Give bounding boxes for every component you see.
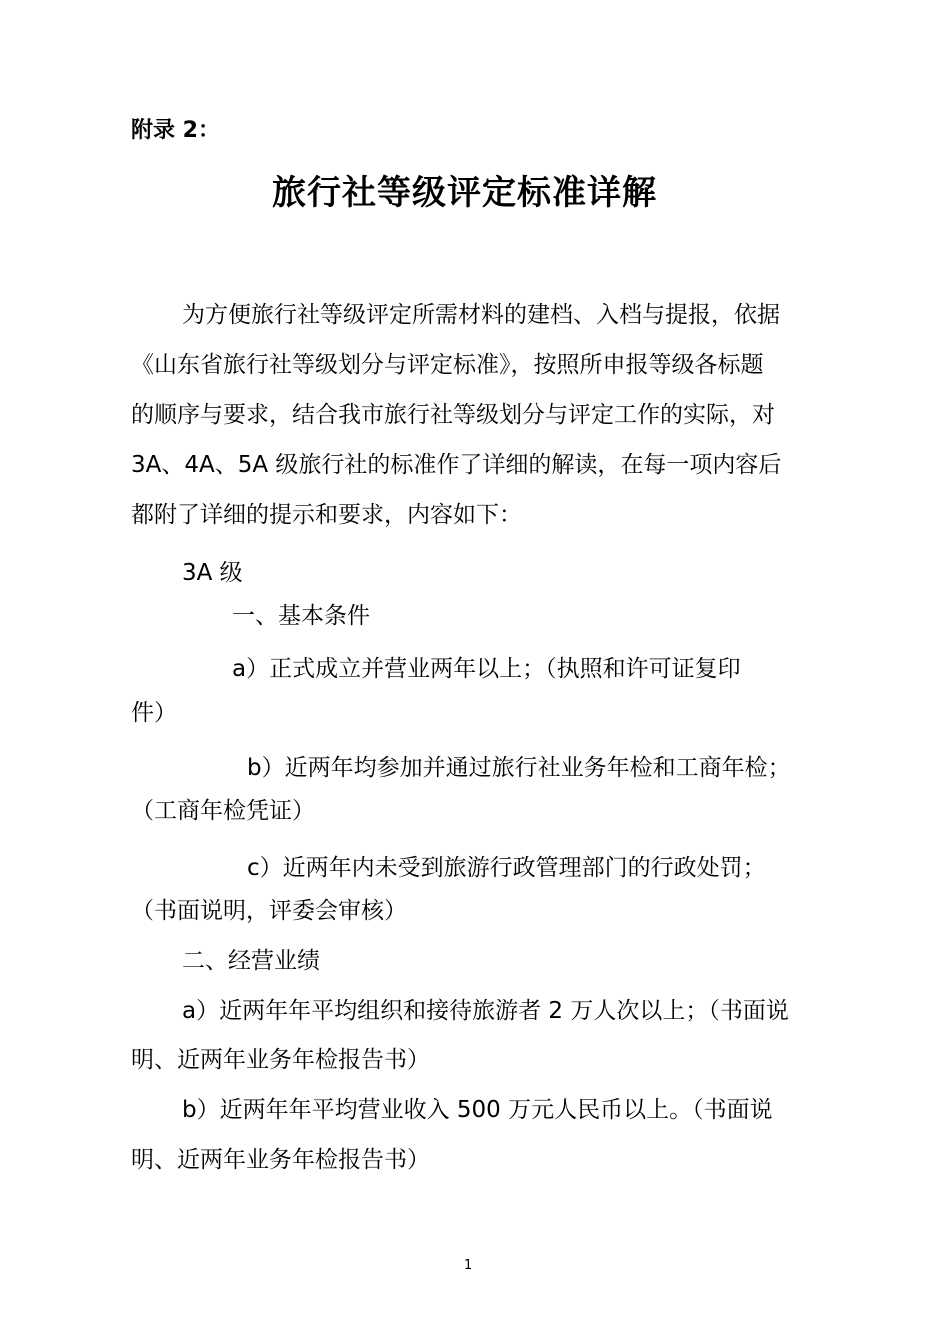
list-item-continuation: （书面说明，评委会审核）: [131, 898, 407, 924]
list-item-continuation: 明、近两年业务年检报告书）: [131, 1147, 430, 1173]
list-item-continuation: （工商年检凭证）: [131, 798, 315, 824]
intro-line: 的顺序与要求，结合我市旅行社等级划分与评定工作的实际，对: [131, 402, 775, 428]
appendix-label: 附录 2：: [131, 118, 220, 143]
list-item-continuation: 明、近两年业务年检报告书）: [131, 1047, 430, 1073]
intro-line: 都附了详细的提示和要求，内容如下：: [131, 502, 522, 528]
page-title: 旅行社等级评定标准详解: [272, 173, 657, 213]
section-heading: 一、基本条件: [232, 603, 370, 629]
intro-line: 为方便旅行社等级评定所需材料的建档、入档与提报，依据: [182, 302, 780, 328]
list-item: b）近两年年平均营业收入 500 万元人民币以上。（书面说: [182, 1097, 773, 1123]
level-heading: 3A 级: [182, 560, 243, 586]
page-number: 1: [464, 1258, 473, 1273]
list-item: a）近两年年平均组织和接待旅游者 2 万人次以上；（书面说: [182, 998, 789, 1024]
list-item-continuation: 件）: [131, 700, 177, 726]
list-item: c）近两年内未受到旅游行政管理部门的行政处罚；: [247, 855, 766, 881]
intro-line: 3A、4A、5A 级旅行社的标准作了详细的解读，在每一项内容后: [131, 452, 782, 478]
list-item: b）近两年均参加并通过旅行社业务年检和工商年检；: [247, 755, 791, 781]
list-item: a）正式成立并营业两年以上；（执照和许可证复印: [232, 656, 741, 682]
section-heading: 二、经营业绩: [182, 948, 320, 974]
intro-line: 《山东省旅行社等级划分与评定标准》，按照所申报等级各标题: [131, 352, 764, 378]
